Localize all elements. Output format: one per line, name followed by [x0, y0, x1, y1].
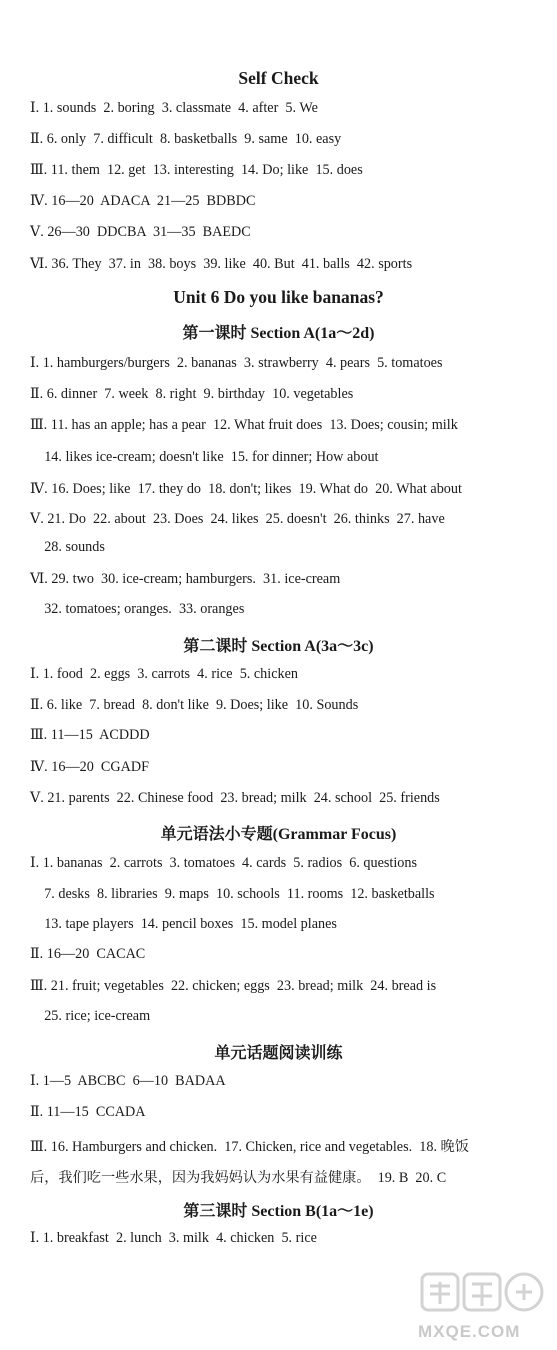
answer-line: Ⅰ. 1. hamburgers/burgers 2. bananas 3. strawberry 4. pears 5. tomatoes	[30, 355, 443, 371]
watermark	[418, 1268, 550, 1342]
answer-line: Ⅳ. 16—20 CGADF	[30, 759, 150, 775]
section-heading: 单元话题阅读训练	[214, 1045, 343, 1062]
answer-line: 13. tape players 14. pencil boxes 15. model planes	[30, 916, 337, 932]
answer-line: 7. desks 8. libraries 9. maps 10. schools 11. rooms 12. basketballs	[30, 886, 435, 902]
answer-line: Ⅲ. 11. them 12. get 13. interesting 14. Do; like 15. does	[30, 162, 363, 178]
answer-line: 14. likes ice-cream; doesn't like 15. for dinner; How about	[30, 449, 379, 465]
answer-line: Ⅴ. 26—30 DDCBA 31—35 BAEDC	[30, 224, 251, 240]
section-heading: Self Check	[238, 68, 319, 88]
answer-line: 32. tomatoes; oranges. 33. oranges	[30, 601, 245, 617]
section-heading: 单元语法小专题(Grammar Focus)	[160, 826, 397, 843]
answer-line: Ⅰ. 1—5 ABCBC 6—10 BADAA	[30, 1073, 226, 1089]
answer-line: Ⅰ. 1. food 2. eggs 3. carrots 4. rice 5. chicken	[30, 666, 298, 682]
answer-line: Ⅱ. 6. only 7. difficult 8. basketballs 9. same 10. easy	[30, 131, 342, 147]
answer-line: Ⅵ. 36. They 37. in 38. boys 39. like 40. But 41. balls 42. sports	[30, 256, 413, 272]
answer-line: Ⅰ. 1. breakfast 2. lunch 3. milk 4. chicken 5. rice	[30, 1230, 317, 1246]
answer-line: Ⅱ. 6. dinner 7. week 8. right 9. birthday 10. vegetables	[30, 386, 354, 402]
answer-line: 后，我们吃一些水果，因为我妈妈认为水果有益健康。 19. B 20. C	[30, 1170, 447, 1186]
answer-line: Ⅱ. 16—20 CACAC	[30, 946, 146, 962]
answer-line: 25. rice; ice-cream	[30, 1008, 151, 1024]
section-heading: 第三课时 Section B(1a～1e)	[183, 1203, 374, 1220]
answer-line: Ⅲ. 11—15 ACDDD	[30, 727, 150, 743]
unit-title: Unit 6 Do you like bananas?	[173, 287, 384, 307]
section-heading: 第二课时 Section A(3a～3c)	[183, 638, 374, 655]
answer-line: Ⅰ. 1. sounds 2. boring 3. classmate 4. after 5. We	[30, 100, 318, 116]
watermark-text: MXQE.COM	[418, 1322, 521, 1341]
answer-line: Ⅲ. 11. has an apple; has a pear 12. What fruit does 13. Does; cousin; milk	[30, 417, 458, 433]
answer-line: Ⅴ. 21. parents 22. Chinese food 23. bread; milk 24. school 25. friends	[30, 790, 440, 806]
answer-line: Ⅰ. 1. bananas 2. carrots 3. tomatoes 4. cards 5. radios 6. questions	[30, 855, 418, 871]
answer-line: Ⅱ. 11—15 CCADA	[30, 1104, 146, 1120]
answer-line: Ⅴ. 21. Do 22. about 23. Does 24. likes 25. doesn't 26. thinks 27. have	[30, 511, 445, 527]
section-heading: 第一课时 Section A(1a～2d)	[182, 325, 375, 342]
answer-line: Ⅲ. 16. Hamburgers and chicken. 17. Chicken, rice and vegetables. 18. 晚饭	[30, 1139, 469, 1155]
answer-line: Ⅲ. 21. fruit; vegetables 22. chicken; eggs 23. bread; milk 24. bread is	[30, 978, 437, 994]
answer-line: Ⅳ. 16. Does; like 17. they do 18. don't; likes 19. What do 20. What about	[30, 481, 462, 497]
answer-line: 28. sounds	[30, 539, 105, 555]
answer-stamp-icon	[418, 1268, 550, 1320]
answer-line: Ⅱ. 6. like 7. bread 8. don't like 9. Does; like 10. Sounds	[30, 697, 359, 713]
answer-line: Ⅵ. 29. two 30. ice-cream; hamburgers. 31. ice-cream	[30, 571, 341, 587]
answer-line: Ⅳ. 16—20 ADACA 21—25 BDBDC	[30, 193, 256, 209]
